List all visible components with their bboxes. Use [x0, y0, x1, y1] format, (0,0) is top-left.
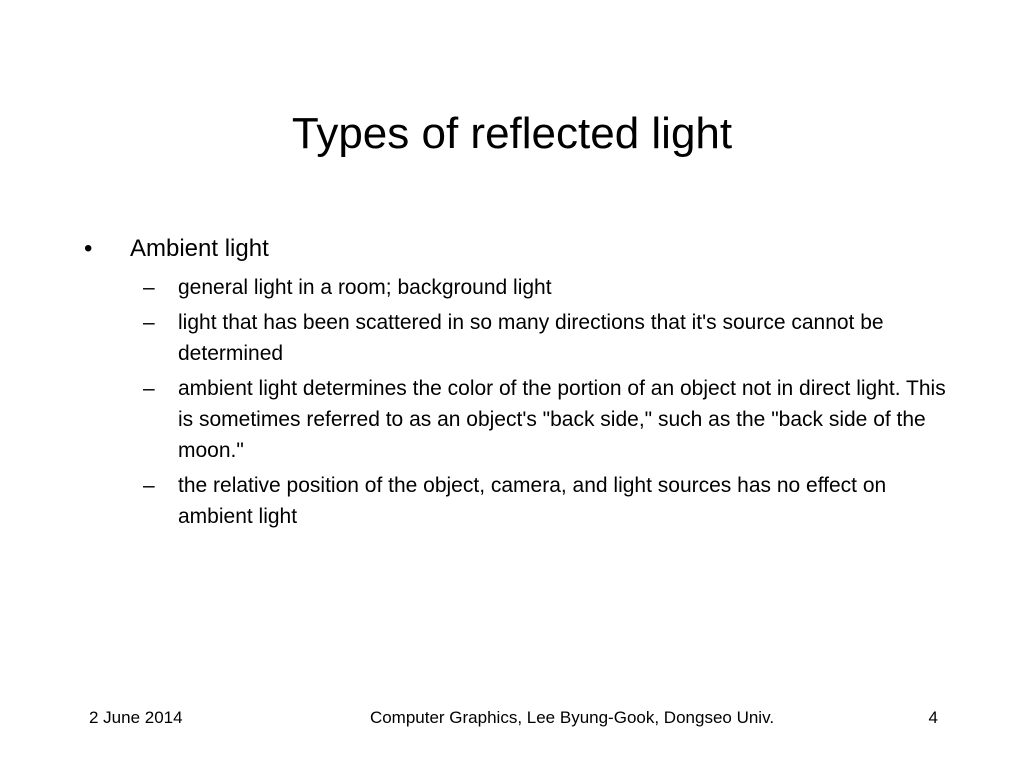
sub-bullet-item — [132, 373, 964, 466]
footer-course-info: Computer Graphics, Lee Byung-Gook, Dongseo Univ. — [369, 708, 775, 727]
dash-marker: – — [143, 377, 155, 400]
footer-date: 2 June 2014 — [89, 708, 183, 727]
footer-page-number: 4 — [928, 708, 938, 727]
sub-bullet-item — [132, 470, 964, 532]
bullet-item-ambient-light — [84, 232, 964, 266]
bullet-list — [84, 232, 964, 536]
sub-bullet-list — [84, 272, 964, 532]
slide-title: Types of reflected light — [291, 109, 733, 158]
sub-bullet-text: light that has been scattered in so many directions that it's source cannot be determined — [178, 311, 884, 365]
sub-bullet-text: ambient light determines the color of the portion of an object not in direct light. This is sometimes referred to as an object's "back side," such as the "back side of the moon." — [178, 377, 946, 462]
dash-marker: – — [143, 276, 155, 299]
bullet-text: Ambient light — [130, 235, 269, 262]
sub-bullet-item — [132, 272, 964, 303]
sub-bullet-text: the relative position of the object, camera, and light sources has no effect on ambient light — [178, 474, 887, 528]
sub-bullet-item — [132, 307, 964, 369]
bullet-marker: • — [84, 235, 93, 262]
sub-bullet-text: general light in a room; background light — [178, 276, 552, 299]
dash-marker: – — [143, 311, 155, 334]
dash-marker: – — [143, 474, 155, 497]
